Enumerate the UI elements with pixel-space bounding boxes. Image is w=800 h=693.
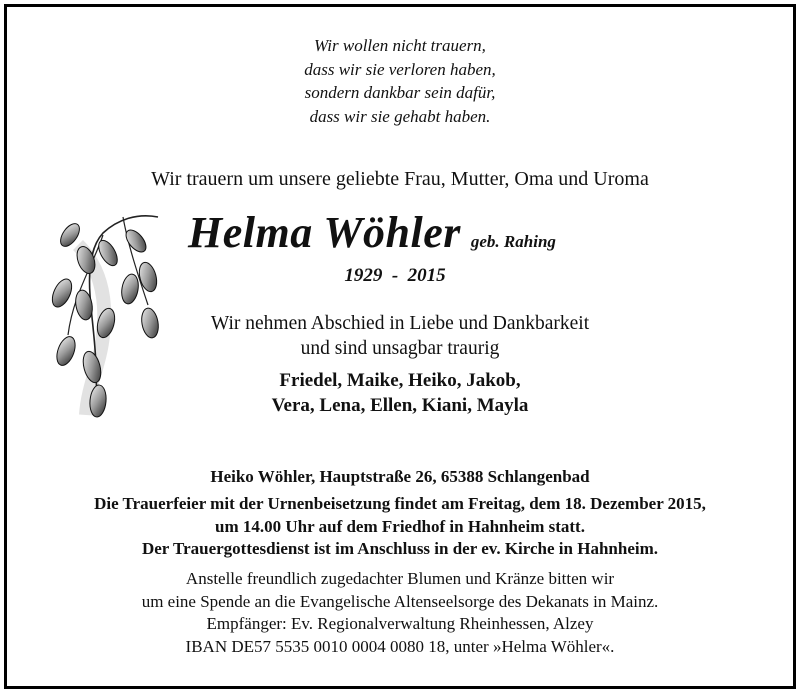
intro-text: Wir trauern um unsere geliebte Frau, Mutter, Oma und Uroma xyxy=(151,168,649,190)
farewell-line: und sind unsagbar traurig xyxy=(300,338,500,359)
farewell-line: Wir nehmen Abschied in Liebe und Dankbarkeit xyxy=(210,313,590,334)
memorial-poem xyxy=(0,34,800,128)
poem-line: dass wir sie gehabt haben. xyxy=(309,106,491,126)
service-line: Der Trauergottesdienst ist im Anschluss in der ev. Kirche in Hahnheim. xyxy=(141,539,658,558)
farewell-text xyxy=(0,311,800,361)
poem-line: Wir wollen nicht trauern, xyxy=(314,36,486,55)
poem-line: sondern dankbar sein dafür, xyxy=(304,83,496,102)
service-line: Die Trauerfeier mit der Urnenbeisetzung findet am Freitag, dem 18. Dezember 2015, xyxy=(94,494,706,513)
funeral-service-info xyxy=(0,493,800,561)
deceased-name-row xyxy=(188,207,688,258)
donation-line: Empfänger: Ev. Regionalverwaltung Rheinhessen, Alzey xyxy=(206,614,594,633)
donation-line: IBAN DE57 5535 0010 0004 0080 18, unter »Helma Wöhler«. xyxy=(185,636,615,656)
poem-line: dass wir sie verloren haben, xyxy=(304,59,496,79)
family-line: Friedel, Maike, Heiko, Jakob, xyxy=(279,370,521,391)
family-line: Vera, Lena, Ellen, Kiani, Mayla xyxy=(271,395,529,416)
donation-request xyxy=(0,568,800,658)
birth-name: geb. Rahing xyxy=(470,232,556,251)
donation-line: um eine Spende an die Evangelische Altenseelsorge des Dekanats in Mainz. xyxy=(141,591,659,611)
contact-address: Heiko Wöhler, Hauptstraße 26, 65388 Schlangenbad xyxy=(210,467,590,486)
family-names xyxy=(0,368,800,418)
service-line: um 14.00 Uhr auf dem Friedhof in Hahnheim statt. xyxy=(215,516,585,536)
deceased-name: Helma Wöhler xyxy=(188,208,461,257)
donation-line: Anstelle freundlich zugedachter Blumen und Kränze bitten wir xyxy=(185,569,615,588)
life-years: 1929 - 2015 xyxy=(344,265,446,286)
